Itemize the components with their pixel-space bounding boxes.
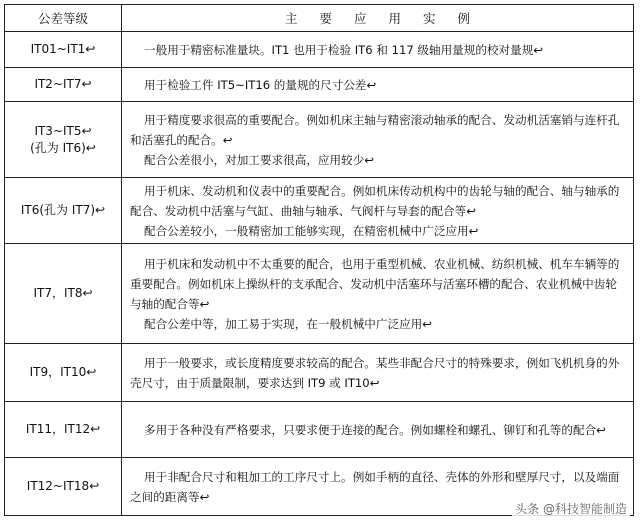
table-row — [5, 402, 634, 458]
table-row — [5, 244, 634, 344]
grade-cell — [5, 244, 122, 344]
table-header-row — [5, 5, 634, 32]
grade-cell — [5, 402, 122, 458]
application-cell — [122, 402, 634, 458]
table-row — [5, 68, 634, 102]
application-cell — [122, 68, 634, 102]
grade-cell — [5, 68, 122, 102]
application-text: 用于非配合尺寸和粗加工的工序尺寸上。例如手柄的直径、壳体的外形和壁厚尺寸，以及端面之间的距离等↩ — [130, 469, 620, 504]
application-text: 用于机床和发动机中不太重要的配合，也用于重型机械、农业机械、纺织机械、机车车辆等的重要配合。例如机床上操纵杆的支承配合、发动机中活塞环与活塞环槽的配合、农业机械中齿轮与轴的配合等↩ — [130, 256, 620, 311]
watermark-label: 头条 @科技智能制造 — [512, 499, 630, 518]
table-row — [5, 32, 634, 68]
application-text: 用于一般要求，或长度精度要求较高的配合。某些非配合尺寸的特殊要求，例如飞机机身的外壳尺寸，由于质量限制，要求达到 IT9 或 IT10↩ — [130, 355, 620, 390]
grade-label: IT11，IT12↩ — [25, 422, 101, 436]
grade-label: IT2~IT7↩ — [34, 77, 92, 91]
grade-label-note: (孔为 IT6)↩ — [30, 140, 96, 155]
application-cell — [122, 178, 634, 244]
application-cell — [122, 32, 634, 68]
grade-label: IT7，IT8↩ — [33, 286, 93, 300]
application-text: 多用于各种没有严格要求，只要求便于连接的配合。例如螺栓和螺孔、铆钉和孔等的配合↩ — [144, 422, 606, 437]
header-application: 主要应用实例 — [122, 5, 634, 32]
tolerance-grade-table — [4, 4, 634, 516]
application-text: 用于机床、发动机和仪表中的重要配合。例如机床传动机构中的齿轮与轴的配合、轴与轴承的配合、发动机中活塞与气缸、曲轴与轴承、气阀杆与导套的配合等↩ — [130, 183, 620, 218]
table-row — [5, 344, 634, 402]
application-text: 一般用于精密标准量块。IT1 也用于检验 IT6 和 117 级轴用量规的校对量规↩ — [144, 42, 544, 57]
application-cell — [122, 244, 634, 344]
grade-cell — [5, 458, 122, 516]
application-note: 配合公差较小，一般精密加工能够实现，在精密机械中广泛应用↩ — [144, 223, 479, 238]
grade-label: IT9，IT10↩ — [29, 365, 97, 379]
grade-label: IT6(孔为 IT7)↩ — [20, 203, 106, 217]
table-row — [5, 178, 634, 244]
application-text: 用于检验工件 IT5~IT16 的量规的尺寸公差↩ — [144, 77, 377, 92]
grade-cell — [5, 344, 122, 402]
application-cell — [122, 344, 634, 402]
grade-label: IT3~IT5↩ — [34, 123, 92, 138]
application-text: 用于精度要求很高的重要配合。例如机床主轴与精密滚动轴承的配合、发动机活塞销与连杆孔和活塞孔的配合。↩ — [130, 112, 620, 147]
grade-label: IT01~IT1↩ — [30, 42, 96, 56]
grade-cell — [5, 178, 122, 244]
grade-cell — [5, 102, 122, 178]
grade-cell — [5, 32, 122, 68]
table-body — [5, 32, 634, 516]
application-note: 配合公差很小，对加工要求很高，应用较少↩ — [144, 152, 374, 167]
grade-label: IT12~IT18↩ — [26, 479, 100, 493]
table-row — [5, 102, 634, 178]
header-grade: 公差等级 — [5, 5, 122, 32]
application-cell — [122, 102, 634, 178]
application-note: 配合公差中等，加工易于实现，在一般机械中广泛应用↩ — [144, 316, 432, 331]
